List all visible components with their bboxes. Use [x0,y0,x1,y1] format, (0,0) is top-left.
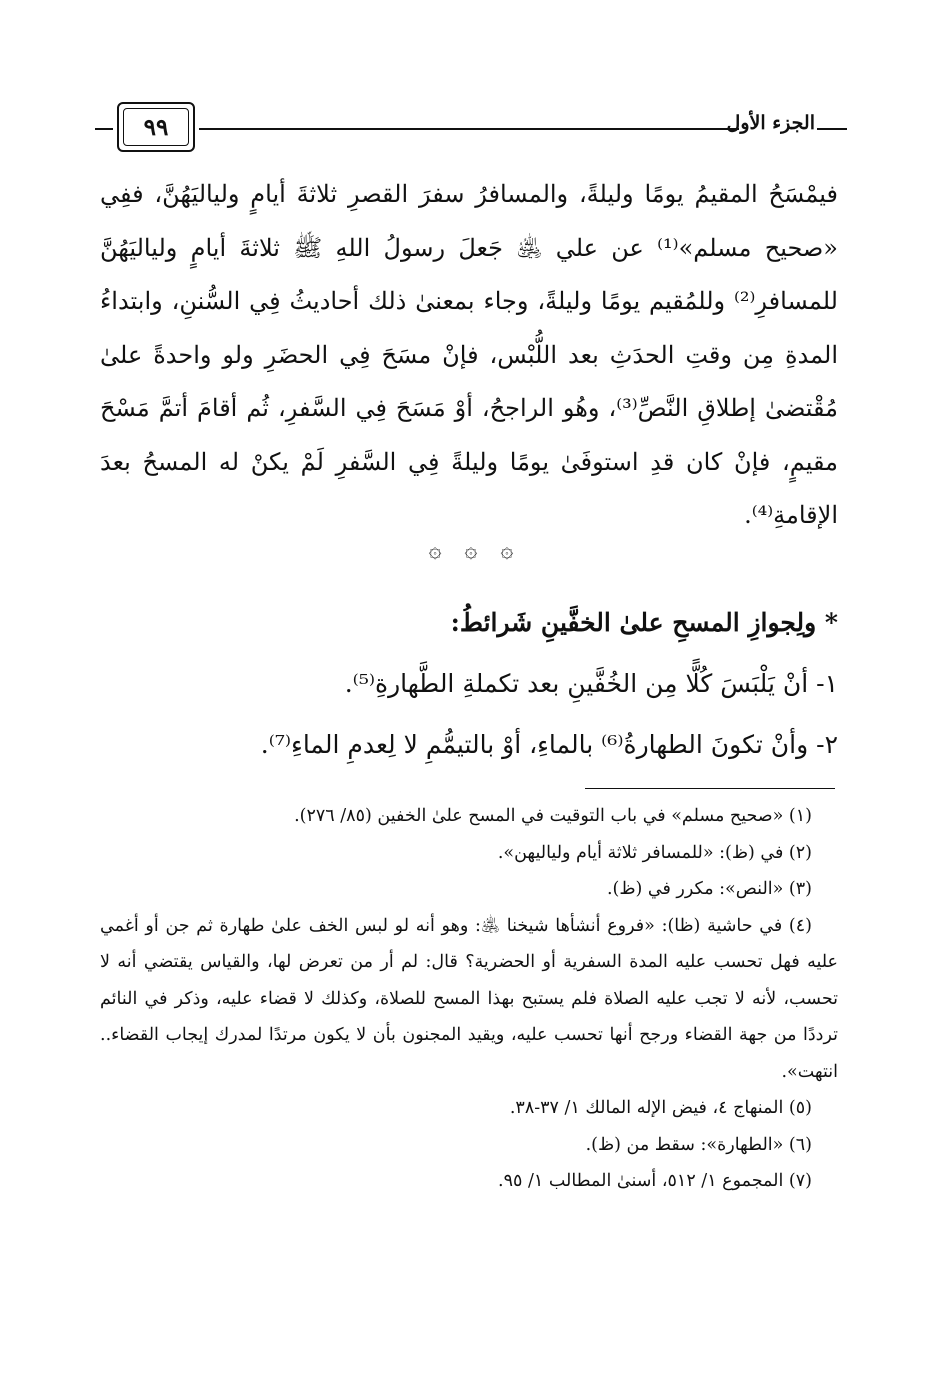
footnote-3: (٣) «النص»: مكرر في (ظ). [606,879,812,899]
main-paragraph: فيمْسَحُ المقيمُ يومًا وليلةً، والمسافرُ سفرَ القصرِ ثلاثةَ أيامٍ ولياليَهُنَّ، ففِي «صحيح مسلم»⁽¹⁾ عن علي ﵁ جَعلَ رسولُ اللهِ ﷺ ثلاثةَ أيامٍ ولياليَهُنَّ للمسافرِ⁽²⁾ وللمُقيم يومًا وليلةً، وجاء بمعنىٰ ذلك أحاديثُ فِي السُّننِ، وابتداءُ المدةِ مِن وقتِ الحدَثِ بعد اللُّبْس، فإنْ مسَحَ فِي الحضَرِ ولو واحدةً علىٰ مُقْتضىٰ إطلاقِ النَّصِّ⁽³⁾، وهُو الراجحُ، أوْ مَسَحَ فِي السَّفرِ، ثُم أقامَ أتمَّ مَسْحَ مقيمٍ، فإنْ كان قدِ استوفَىٰ يومًا وليلةً فِي السَّفرِ لَمْ يكنْ له المسحُ بعدَ الإقامةِ⁽⁴⁾. [100,180,838,529]
footnote-1: (١) «صحيح مسلم» في باب التوقيت في المسح علىٰ الخفين (٨٥/ ٢٧٦). [294,806,812,826]
header-rule-middle [199,128,739,130]
footnote-2: (٢) في (ظ): «للمسافر ثلاثة أيام ولياليهن». [497,842,812,863]
condition-item: ٢- وأنْ تكونَ الطهارةُ⁽⁶⁾ بالماءِ، أوْ بالتيمُّمِ لا لِعدمِ الماءِ⁽⁷⁾. [260,730,838,759]
footnote-6: (٦) «الطهارة»: سقط من (ظ). [585,1134,812,1155]
page-header [95,98,847,160]
condition-item: ١- أنْ يَلْبَسَ كُلًّا مِن الخُفَّينِ بعد تكملةِ الطَّهارةِ⁽⁵⁾. [344,669,838,698]
footnote-5: (٥) المنهاج ٤، فيض الإله المالك ١/ ٣٧-٣٨. [509,1098,812,1118]
header-rule-left [95,128,113,130]
ornament-star-icon: ۞ [428,538,442,563]
ornament-star-icon: ۞ [464,538,478,563]
ornament-star-icon: ۞ [500,538,514,563]
part-title: الجزء الأول [726,112,815,134]
footnotes [100,798,838,1200]
conditions-title: * ولِجوازِ المسحِ علىٰ الخفَّينِ شَرائطُ: [450,608,838,637]
footnote-4: (٤) في حاشية (ظا): «فروع أنشأها شيخنا ﵁: وهو أنه لو لبس الخف علىٰ طهارة ثم جن أو أغمي عليه فهل تحسب عليه المدة السفرية أو الحضرية؟ قال: لم أر من تعرض لها، والقياس يقتضي أنه لا تحسب، لأنه لا تجب عليه الصلاة فلم يستبح بهذا المسح للصلاة، وكذلك لا قضاء عليه، وذكر في النائم ترددًا من جهة القضاء ورجح أنها تحسب عليه، ويقيد المجنون بأن لا يكون مرتدًا لمدرك إيجاب القضاء.. انتهت». [100,915,838,1082]
conditions-section [100,592,838,775]
header-rule-right [817,128,847,130]
page-number-frame [117,102,195,152]
page-number: ٩٩ [143,113,169,141]
footnote-7: (٧) المجموع ١/ ٥١٢، أسنىٰ المطالب ١/ ٩٥. [498,1171,812,1191]
section-divider [0,538,942,563]
main-text [100,168,838,543]
footnote-separator [585,788,835,789]
